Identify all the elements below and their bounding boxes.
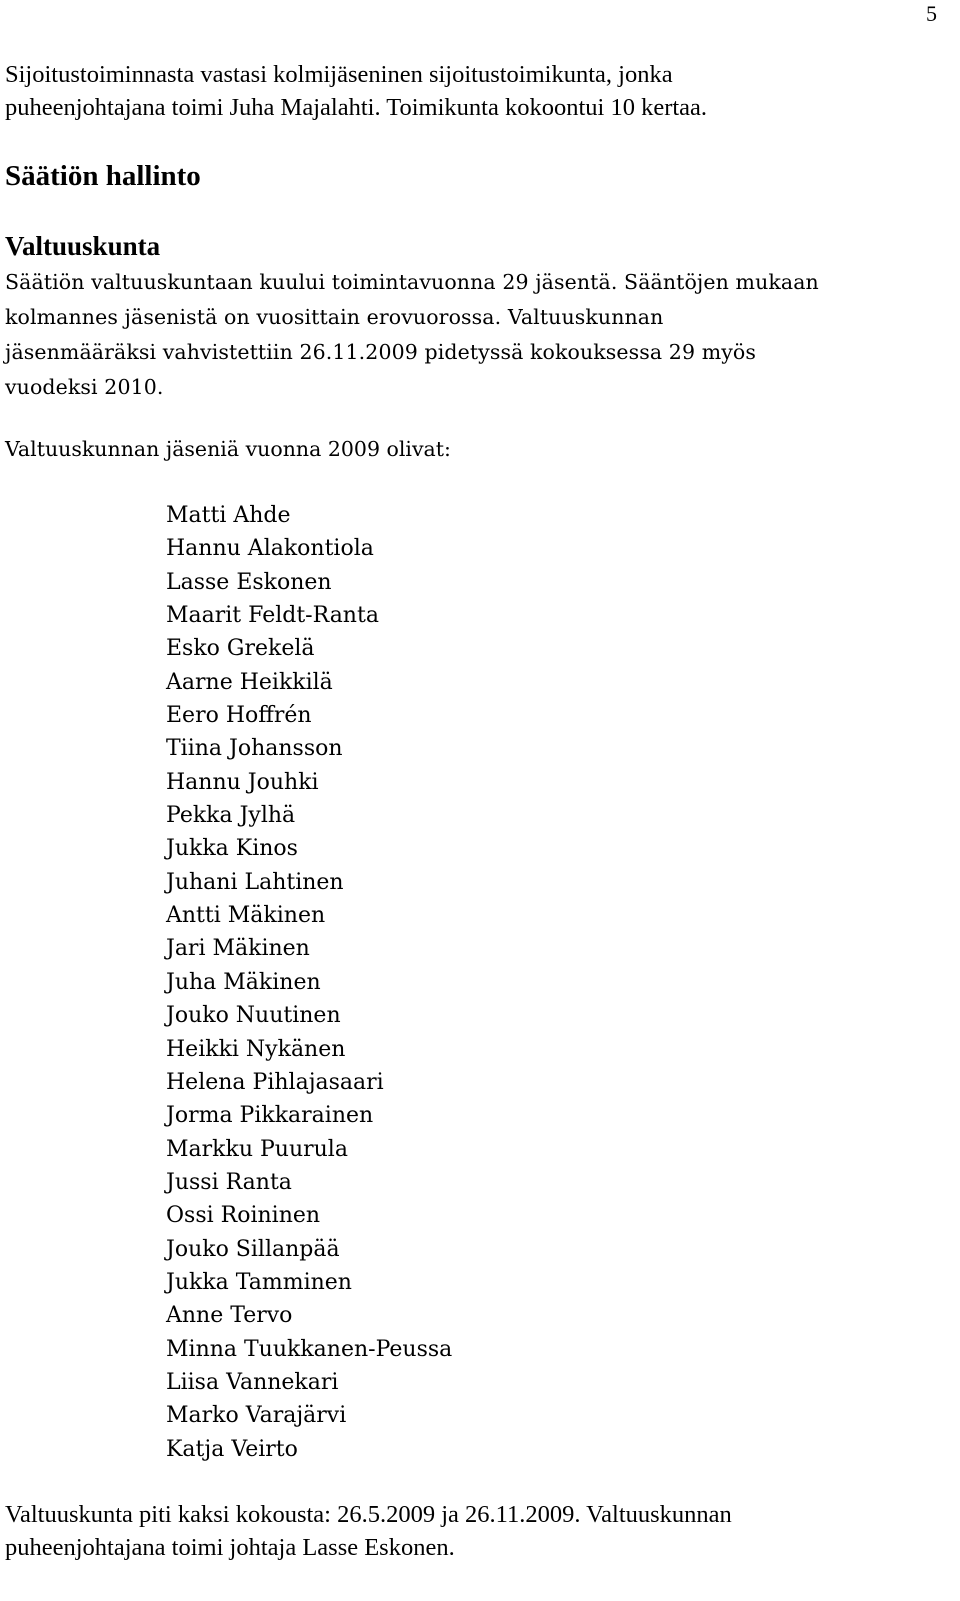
member-name: Katja Veirto — [166, 1436, 298, 1462]
page-number: 5 — [926, 1, 937, 26]
members-intro: Valtuuskunnan jäseniä vuonna 2009 olivat: — [5, 437, 451, 461]
member-name: Hannu Alakontiola — [166, 536, 374, 562]
member-name: Ossi Roininen — [166, 1203, 321, 1229]
member-name: Matti Ahde — [166, 503, 291, 528]
member-name: Jouko Nuutinen — [166, 1003, 341, 1029]
member-name: Marko Varajärvi — [166, 1403, 347, 1429]
closing-paragraph — [5, 1498, 945, 1564]
member-name: Juha Mäkinen — [166, 969, 321, 995]
member-name: Juhani Lahtinen — [166, 869, 344, 895]
member-name: Jari Mäkinen — [166, 936, 310, 962]
member-name: Helena Pihlajasaari — [166, 1069, 384, 1095]
intro-line: Sijoitustoiminnasta vastasi kolmijäseninen sijoitustoimikunta, jonka — [5, 61, 673, 88]
closing-line: Valtuuskunta piti kaksi kokousta: 26.5.2009 ja 26.11.2009. Valtuuskunnan — [5, 1501, 732, 1528]
closing-line: puheenjohtajana toimi johtaja Lasse Eskonen. — [5, 1534, 455, 1561]
member-name: Pekka Jylhä — [166, 803, 296, 829]
council-paragraph — [5, 265, 945, 405]
member-name: Hannu Jouhki — [166, 769, 319, 795]
member-list — [166, 499, 452, 1466]
council-paragraph-line: Säätiön valtuuskuntaan kuului toimintavuonna 29 jäsentä. Sääntöjen mukaan — [5, 270, 819, 294]
section-title: Säätiön hallinto — [5, 160, 201, 192]
intro-line: puheenjohtajana toimi Juha Majalahti. Toimikunta kokoontui 10 kertaa. — [5, 94, 708, 121]
member-name: Jorma Pikkarainen — [166, 1103, 374, 1129]
member-name: Jukka Kinos — [166, 836, 298, 862]
member-name: Eero Hoffrén — [166, 703, 312, 729]
member-name: Jouko Sillanpää — [166, 1236, 340, 1262]
member-name: Anne Tervo — [166, 1303, 293, 1329]
member-name: Antti Mäkinen — [166, 903, 326, 929]
member-name: Lasse Eskonen — [166, 569, 332, 595]
subsection-title: Valtuuskunta — [5, 231, 161, 261]
member-name: Jussi Ranta — [166, 1169, 292, 1195]
member-name: Maarit Feldt-Ranta — [166, 603, 379, 629]
council-paragraph-line: vuodeksi 2010. — [5, 375, 164, 399]
council-paragraph-line: kolmannes jäsenistä on vuosittain erovuorossa. Valtuuskunnan — [5, 305, 664, 329]
member-name: Aarne Heikkilä — [166, 669, 333, 695]
member-name: Esko Grekelä — [166, 636, 315, 662]
council-paragraph-line: jäsenmääräksi vahvistettiin 26.11.2009 pidetyssä kokouksessa 29 myös — [5, 340, 756, 364]
member-name: Minna Tuukkanen-Peussa — [166, 1336, 453, 1362]
member-name: Jukka Tamminen — [166, 1269, 352, 1295]
member-name: Markku Puurula — [166, 1136, 348, 1162]
member-name: Liisa Vannekari — [166, 1369, 339, 1395]
member-name: Tiina Johansson — [166, 736, 343, 762]
member-name: Heikki Nykänen — [166, 1036, 346, 1062]
intro-paragraph — [5, 58, 945, 124]
